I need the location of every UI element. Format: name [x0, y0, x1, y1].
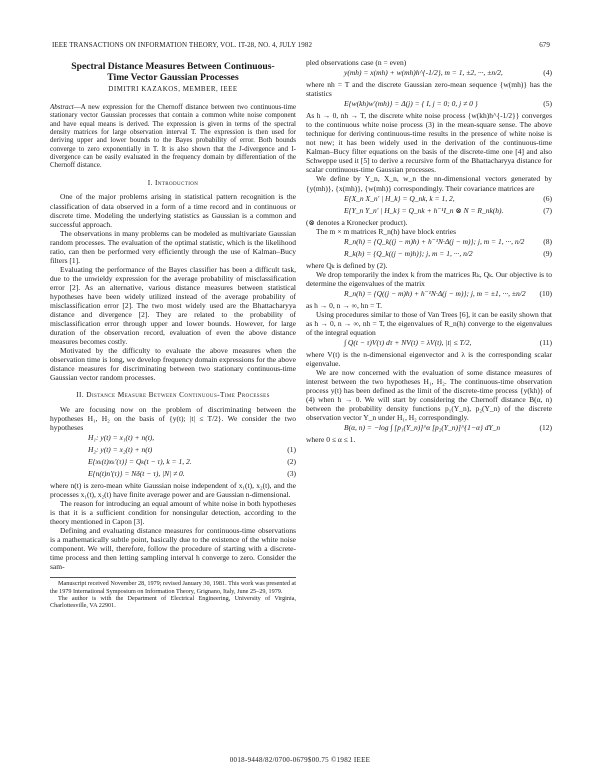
equation-10-body: R_n(h) = {Q((j − m)h) + h⁻¹N·Δ(j − m)}; j, m = ±1, ···, ±n/2 — [344, 288, 526, 298]
right-paragraph-4: (⊗ denotes a Kronecker product). — [306, 217, 408, 227]
equation-1-number: (1) — [287, 444, 296, 454]
right-paragraph-5: The m × m matrices R_n(h) have block entries — [316, 226, 457, 236]
equation-4 — [306, 68, 552, 79]
equation-2 — [50, 457, 296, 468]
equation-8-number: (8) — [543, 236, 552, 246]
equation-9-number: (9) — [543, 248, 552, 258]
right-paragraph-2: As h → 0, nh → T, the discrete white noise process {w(kh)h^{-1/2}} converges to the continuous white noise process (3) in the mean-square sense. The above technique for deriving continuous-time results in the presence of white noise is not new; it has been widely used in the derivation of the continuous-time Kalman–Bucy filter equations on the basis of the discrete-time one [4] and also Schweppe used it [5] to derive a recursive form of the Bhattacharyya distance for scalar continuous-time Gaussian processes. — [306, 111, 552, 175]
right-intro: pled observations case (n = even) — [306, 58, 407, 67]
abstract — [50, 103, 296, 169]
equation-12-body: B(α, n) = −log ∫ [p₁(Y_n)]^α [p₂(Y_n)]^{1−α} dY_n — [344, 423, 501, 433]
article-title: Spectral Distance Measures Between Continuous-Time Vector Gaussian Processes — [71, 61, 275, 83]
article-author: DIMITRI KAZAKOS, MEMBER, IEEE — [108, 85, 238, 93]
right-paragraph-10: where V(t) is the n-dimensional eigenvector and λ is the corresponding scalar eigenvalue. — [306, 349, 552, 369]
right-paragraph-1: where nh = T and the discrete Gaussian zero-mean sequence {w(mh)} has the statistics — [306, 80, 552, 99]
equation-7 — [306, 206, 552, 217]
equation-1a-body: H₁: y(t) = x₁(t) + n(t), — [88, 432, 155, 442]
equation-6 — [306, 194, 552, 205]
sec2-paragraph-2: where n(t) is zero-mean white Gaussian noise independent of x₁(t), x₂(t), and the processes x₁(t), x₂(t) have finite average power and are Gaussian n-dimensional. — [50, 480, 296, 499]
sec2-paragraph-3: The reason for introducing an equal amount of white noise in both hypotheses is that it is a sufficient condition for nonsingular detection, according to the theory mentioned in Capon [3]. — [50, 498, 296, 526]
equation-3-number: (3) — [287, 468, 296, 478]
right-paragraph-12: where 0 ≤ α ≤ 1. — [306, 435, 356, 445]
equation-8-body: R_n(h) = {Q_k((j − m)h) + h⁻¹N·Δ(j − m)}; j, m = 1, ···, n/2 — [344, 236, 525, 246]
abstract-text: —A new expression for the Chernoff distance between two continuous-time stationary vector Gaussian processes that contain a common white noise component and have equal means is derived. The expression is given in terms of the spectral density matrices for large observation interval T. The expression is then used for deriving upper and lower bounds to the Bayes probability of error. Both bounds converge to zero exponentially in T. It is also shown that the J-divergence and I-divergence can be easily evaluated in the frequency domain by differentiation of the Chernoff distance. — [50, 103, 296, 170]
equation-12 — [306, 423, 552, 434]
equation-8 — [306, 237, 552, 248]
footnote-affiliation: The author is with the Department of Electrical Engineering, University of Virginia, Charlottesville, VA 22901. — [50, 594, 296, 610]
right-paragraph-8: as h → 0, n → ∞, hn = T. — [306, 300, 382, 310]
equation-11-number: (11) — [539, 337, 552, 347]
intro-paragraph-1: One of the major problems arising in statistical pattern recognition is the classification of data observed in a form of a time record and in continuous or discrete time. Modeling the underlying statistics as Gaussian is a common and successful approach. — [50, 192, 296, 229]
equation-1a — [50, 433, 296, 444]
equation-4-number: (4) — [543, 68, 552, 78]
section-heading-distance-measure: II. Distance Measure Between Continuous-Time Processes — [76, 390, 270, 400]
equation-2-body: E{xₖ(t)xₖ'(τ)} = Qₖ(t − τ), k = 1, 2. — [88, 456, 192, 466]
intro-paragraph-2: The observations in many problems can be modeled as multivariate Gaussian random processes. The evaluation of the optimal statistic, which is the likelihood ratio, can then be performed very efficiently through the use of Kalman–Bucy filters [1]. — [50, 228, 296, 265]
running-header — [52, 41, 550, 51]
equation-7-number: (7) — [543, 205, 552, 215]
equation-3-body: E{n(t)n'(τ)} = Nδ(t − τ), |N| ≠ 0. — [88, 468, 185, 478]
equation-4-body: y(mh) = x(mh) + w(mh)h^{-1/2}, m = 1, ±2, ···, ±n/2, — [344, 68, 503, 78]
equation-1b — [50, 445, 296, 456]
equation-2-number: (2) — [287, 456, 296, 466]
equation-7-body: E{Y_n Y_n' | H_k} = Q_nk + h⁻¹I_n ⊗ N = R_nk(h). — [344, 205, 504, 215]
equation-11 — [306, 338, 552, 349]
right-paragraph-7: We drop temporarily the index k from the matrices Rₖ, Qₖ. Our objective is to determine the eigenvalues of the matrix — [306, 269, 552, 288]
right-paragraph-9: Using procedures similar to those of Van Trees [6], it can be easily shown that as h → 0, n → ∞, nh = T, the eigenvalues of R_n(h) converge to the eigenvalues of the integral equation — [306, 309, 552, 337]
equation-12-number: (12) — [539, 423, 552, 433]
intro-paragraph-3: Evaluating the performance of the Bayes classifier has been a difficult task, due to the unwieldy expression for the average probability of misclassification error [2]. As an alternative, various distance measures between statistical hypotheses have been widely utilized instead of the average probability of misclassification error [2]. The two most widely used are the Bhattacharyya distance and divergence [2]. They are related to the probability of misclassification error through upper and lower bounds. However, for large duration of the observation record, evaluation of even the above distance measures becomes costly. — [50, 264, 296, 347]
sec2-paragraph-1: We are focusing now on the problem of discriminating between the hypotheses H₁, H₂ on the basis of {y(t); |t| ≤ T/2}. We consider the two hypotheses — [50, 404, 296, 432]
equation-6-number: (6) — [543, 193, 552, 203]
page-number: 679 — [539, 41, 550, 49]
equation-9-body: R_k(h) = {Q_k((j − m)h)}; j, m = 1, ···, n/2 — [344, 248, 473, 258]
journal-line: IEEE TRANSACTIONS ON INFORMATION THEORY, VOL. IT-28, NO. 4, JULY 1982 — [52, 41, 313, 49]
equation-10 — [306, 289, 552, 300]
right-paragraph-3: We define by Y_n, X_n, w_n the nn-dimensional vectors generated by {y(mh)}, {x(mh)}, {w(mh)} correspondingly. Their covariance matrices are — [306, 174, 552, 193]
abstract-label: Abstract — [50, 103, 74, 112]
right-column — [306, 58, 552, 444]
equation-10-number: (10) — [539, 288, 552, 298]
equation-9 — [306, 249, 552, 260]
copyright-footer: 0018-9448/82/0700-0679$00.75 ©1982 IEEE — [229, 756, 371, 764]
equation-1b-body: H₂: y(t) = x₂(t) + n(t) — [88, 444, 153, 454]
equation-5-number: (5) — [543, 99, 552, 109]
footnote — [50, 577, 296, 610]
section-heading-introduction: I. Introduction — [147, 178, 199, 188]
equation-5 — [306, 99, 552, 110]
equation-6-body: E{X_n X_n' | H_k} = Q_nk, k = 1, 2, — [344, 193, 455, 203]
right-paragraph-11: We are now concerned with the evaluation of some distance measures of interest between the two hypotheses H₁, H₂. The continuous-time observation process y(t) has been defined as the limit of the discrete-time process {y(kh)} of (4) when h → 0. We will start by considering the Chernoff distance B(α, n) between the probability density functions p₁(Y_n), p₂(Y_n) of the discrete observation vector Y_n under H₁, H₂ correspondingly. — [306, 368, 552, 423]
left-column — [50, 58, 296, 610]
equation-5-body: E{w(kh)w'(mh)} = Δ(j) = { I, j = 0; 0, j ≠ 0 } — [344, 99, 478, 109]
equation-11-body: ∫ Q(t − τ)V(τ) dτ + NV(t) = λV(t), |t| ≤ T/2, — [344, 337, 472, 347]
intro-paragraph-4: Motivated by the difficulty to evaluate the above measures when the observation time is long, we develop frequency domain expressions for the above distance measures for discriminating between two stationary continuous-time Gaussian vector random processes. — [50, 346, 296, 383]
sec2-paragraph-4: Defining and evaluating distance measures for continuous-time observations is a mathematically subtle point, basically due to the existence of the white noise component. We will, therefore, follow the procedure of starting with a discrete-time process and then letting sampling interval h converge to zero. Consider the sam- — [50, 525, 296, 572]
equation-3 — [50, 469, 296, 480]
right-paragraph-6: where Qₖ is defined by (2). — [306, 260, 388, 270]
footnote-received: Manuscript received November 28, 1979; revised January 30, 1981. This work was presented at the 1979 International Symposium on Information Theory, Grignano, Italy, June 25–29, 1979. — [50, 580, 296, 595]
